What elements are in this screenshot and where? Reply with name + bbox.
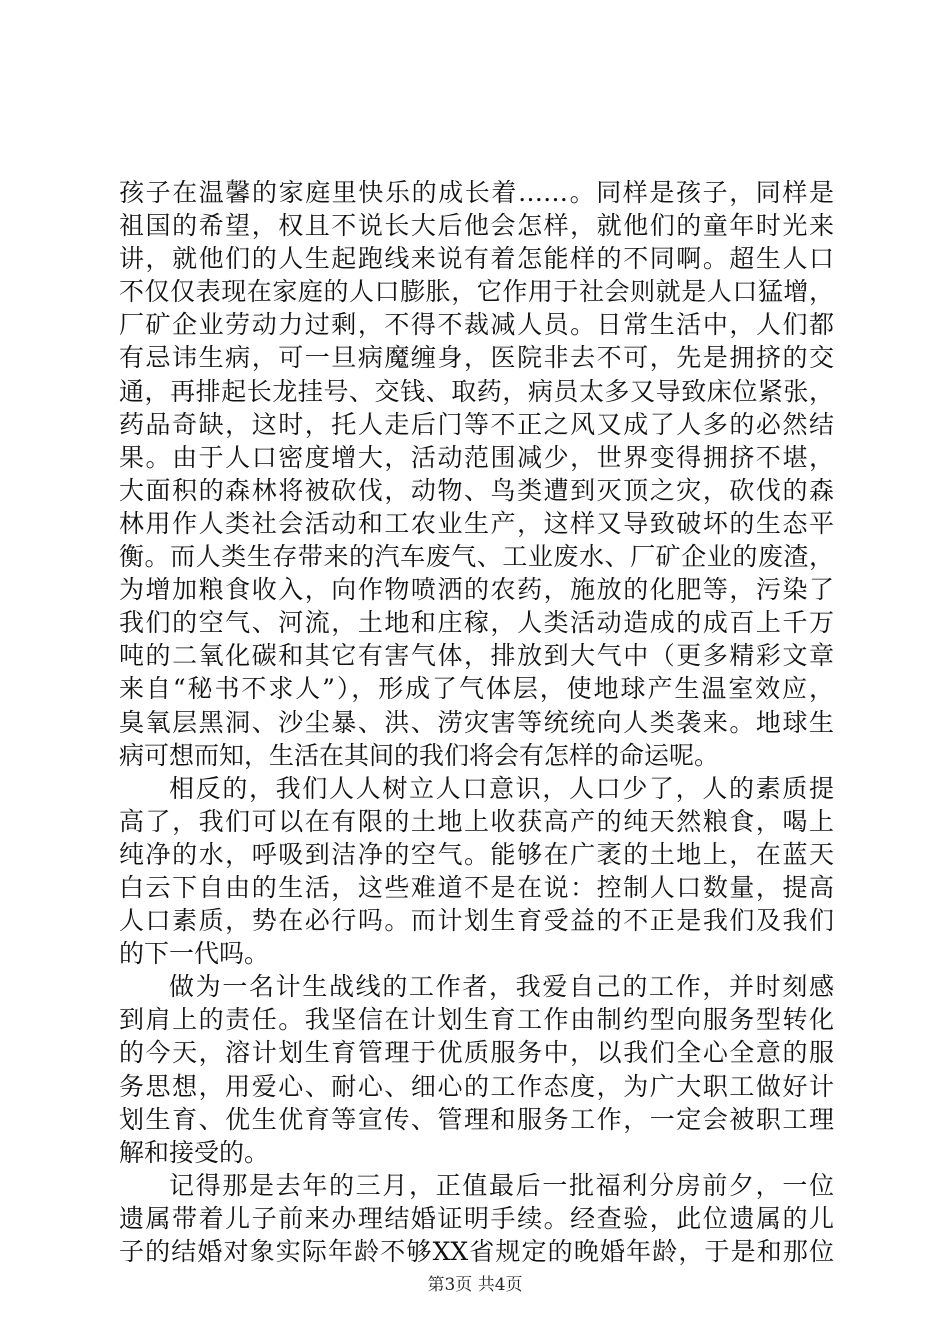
text-line: 务思想，用爱心、耐心、细心的工作态度，为广大职工做好计 (119, 1071, 834, 1101)
text-line: 衡。而人类生存带来的汽车废气、工业废水、厂矿企业的废渣， (119, 542, 834, 572)
text-line: 祖国的希望，权且不说长大后他会怎样，就他们的童年时光来 (119, 211, 834, 241)
text-line: 的下一代吗。 (119, 939, 270, 969)
text-line: 纯净的水，呼吸到洁净的空气。能够在广袤的土地上，在蓝天 (119, 839, 834, 869)
text-line: 白云下自由的生活，这些难道不是在说：控制人口数量，提高 (119, 872, 834, 902)
text-line: 厂矿企业劳动力过剩，不得不裁减人员。日常生活中，人们都 (119, 310, 834, 340)
text-line: 的今天，溶计划生育管理于优质服务中，以我们全心全意的服 (119, 1038, 834, 1068)
body-text (119, 176, 834, 1268)
text-line: 孩子在温馨的家庭里快乐的成长着……。同样是孩子，同样是 (119, 178, 834, 207)
text-line: 高了，我们可以在有限的土地上收获高产的纯天然粮食，喝上 (119, 806, 834, 836)
text-line: 通，再排起长龙挂号、交钱、取药，病员太多又导致床位紧张， (119, 376, 834, 406)
text-line: 到肩上的责任。我坚信在计划生育工作由制约型向服务型转化 (119, 1005, 834, 1035)
text-line: 为增加粮食收入，向作物喷洒的农药，施放的化肥等，污染了 (119, 575, 834, 605)
text-line: 划生育、优生优育等宣传、管理和服务工作，一定会被职工理 (119, 1104, 834, 1134)
text-line: 记得那是去年的三月，正值最后一批福利分房前夕，一位 (169, 1170, 834, 1200)
text-line: 药品奇缺，这时，托人走后门等不正之风又成了人多的必然结 (119, 409, 834, 439)
text-line: 解和接受的。 (119, 1137, 270, 1167)
text-line: 相反的，我们人人树立人口意识，人口少了，人的素质提 (169, 773, 834, 803)
text-line: 做为一名计生战线的工作者，我爱自己的工作，并时刻感 (169, 972, 834, 1002)
text-line: 大面积的森林将被砍伐，动物、鸟类遭到灭顶之灾，砍伐的森 (119, 475, 834, 505)
text-line: 臭氧层黑洞、沙尘暴、洪、涝灾害等统统向人类袭来。地球生 (119, 707, 834, 737)
text-line: 有忌讳生病，可一旦病魔缠身，医院非去不可，先是拥挤的交 (119, 343, 834, 373)
text-line: 子的结婚对象实际年龄不够XX省规定的晚婚年龄，于是和那位 (119, 1237, 834, 1266)
text-line: 果。由于人口密度增大，活动范围减少，世界变得拥挤不堪， (119, 442, 834, 472)
text-line: 来自“秘书不求人”），形成了气体层，使地球产生温室效应， (119, 674, 834, 704)
text-line: 病可想而知，生活在其间的我们将会有怎样的命运呢。 (119, 740, 720, 770)
text-line: 吨的二氧化碳和其它有害气体，排放到大气中（更多精彩文章 (119, 641, 834, 671)
text-line: 遗属带着儿子前来办理结婚证明手续。经查验，此位遗属的儿 (119, 1203, 834, 1233)
text-line: 林用作人类社会活动和工农业生产，这样又导致破坏的生态平 (119, 508, 834, 538)
text-line: 不仅仅表现在家庭的人口膨胀，它作用于社会则就是人口猛增， (119, 277, 834, 307)
text-line: 我们的空气、河流，土地和庄稼，人类活动造成的成百上千万 (119, 608, 834, 638)
text-line: 人口素质，势在必行吗。而计划生育受益的不正是我们及我们 (119, 906, 834, 936)
page-footer: 第3页 共4页 (427, 1275, 523, 1295)
text-line: 讲，就他们的人生起跑线来说有着怎能样的不同啊。超生人口 (119, 244, 834, 274)
